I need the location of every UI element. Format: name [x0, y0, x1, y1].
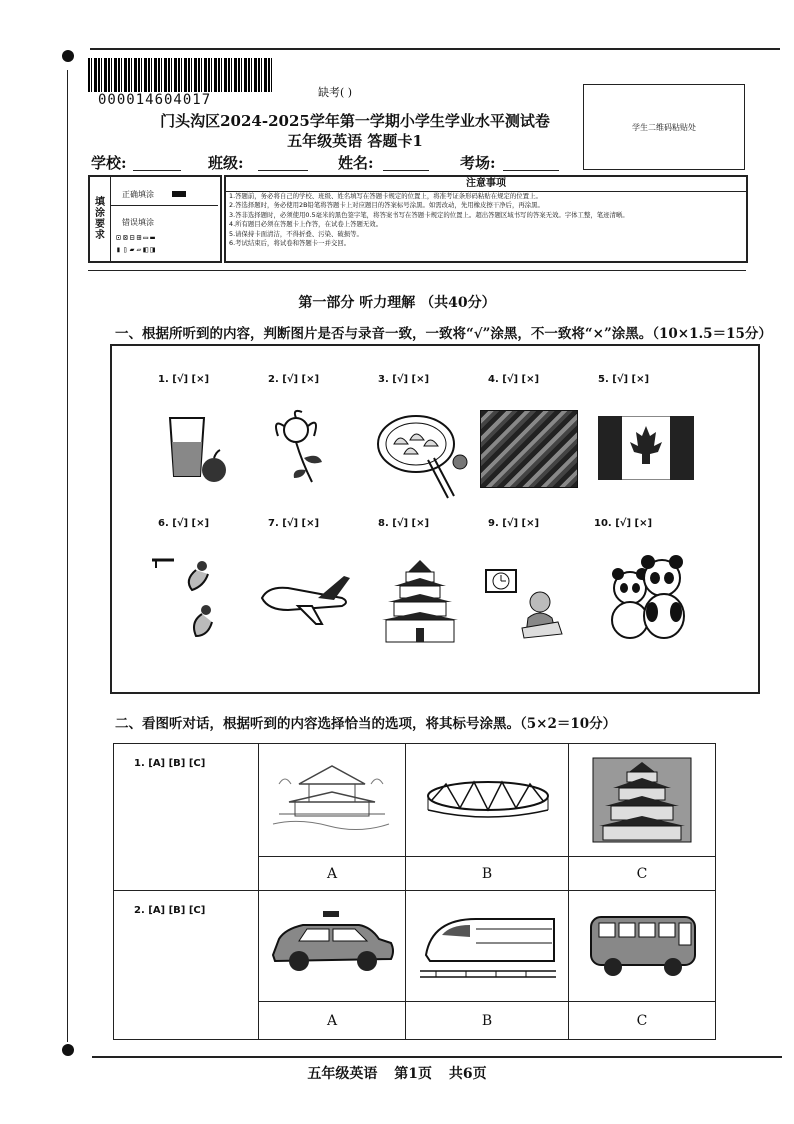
q2-row1-choice-a[interactable]: A — [259, 857, 406, 891]
exam-room-field[interactable] — [503, 170, 559, 171]
notice-item: 3.答非选择题时，必须使用0.5毫米的黑色签字笔，将答案书写在答题卡规定的位置上。超出答题区域书写的答案无效。字体工整，笔迹清晰。 — [229, 210, 629, 219]
q1-item-8[interactable]: 8. [√] [×] — [378, 518, 430, 529]
taxi-picture — [259, 891, 405, 997]
temple-sketch-picture — [259, 744, 405, 852]
class-field[interactable] — [258, 170, 308, 171]
birds-nest-picture — [406, 744, 568, 852]
airplane-picture — [258, 568, 354, 628]
notice-box — [224, 175, 748, 263]
pagoda-photo-picture — [569, 744, 715, 852]
pandas-picture — [602, 552, 692, 642]
exam-room-label: 考场: — [460, 154, 496, 172]
q1-instruction: 一、根据所听到的内容，判断图片是否与录音一致，一致将“√”涂黑，不一致将“×”涂黑。（10×1.5＝15分） — [115, 326, 772, 342]
correct-fill-label: 正确填涂 — [122, 190, 154, 199]
q2-row2-choice-b[interactable]: B — [406, 1002, 569, 1040]
fill-rules-vertical-label: 填 涂 要 求 — [90, 177, 111, 261]
notice-item: 6.考试结束后，将试卷和答题卡一并交回。 — [229, 239, 351, 248]
wrong-fill-label: 错误填涂 — [122, 218, 154, 227]
q1-item-6[interactable]: 6. [√] [×] — [158, 518, 210, 529]
q1-item-7[interactable]: 7. [√] [×] — [268, 518, 320, 529]
q1-item-3[interactable]: 3. [√] [×] — [378, 374, 430, 385]
page-footer — [0, 1063, 794, 1083]
notice-item: 4.所有题目必须在答题卡上作答，在试卷上答题无效。 — [229, 220, 383, 229]
footer-subject: 五年级英语 — [307, 1066, 378, 1082]
diving-picture — [148, 552, 228, 644]
q2-row1-choice-c[interactable]: C — [569, 857, 716, 891]
name-field[interactable] — [383, 170, 429, 171]
qr-code-area — [583, 84, 745, 170]
q1-item-9[interactable]: 9. [√] [×] — [488, 518, 540, 529]
top-rule — [90, 48, 780, 50]
fill-rules-box — [88, 175, 222, 263]
q1-item-10[interactable]: 10. [√] [×] — [594, 518, 653, 529]
school-label: 学校: — [91, 154, 127, 172]
dumplings-picture — [376, 410, 472, 500]
notice-item: 5.请保持卡面清洁，不得折叠、污染、破损等。 — [229, 229, 363, 238]
q2-table — [113, 743, 716, 1040]
flower-picture — [262, 406, 342, 486]
part1-title: 第一部分 听力理解 （共40分） — [298, 295, 496, 311]
canada-flag-picture — [598, 416, 694, 480]
q2-item-1[interactable]: 1. [A] [B] [C] — [134, 758, 206, 769]
exam-title: 门头沟区2024-2025学年第一学期小学生学业水平测试卷 — [160, 112, 550, 130]
wrong-fill-samples-2: ▮▯▰▱◧◨ — [116, 245, 157, 254]
binder-hole-top — [62, 50, 74, 62]
terracotta-warriors-picture — [480, 410, 578, 488]
bus-picture — [569, 891, 715, 997]
correct-fill-sample — [172, 191, 186, 197]
q2-row2-choice-c[interactable]: C — [569, 1002, 716, 1040]
q1-item-2[interactable]: 2. [√] [×] — [268, 374, 320, 385]
footer-page: 第1页 — [394, 1066, 432, 1082]
school-field[interactable] — [133, 170, 181, 171]
q1-item-4[interactable]: 4. [√] [×] — [488, 374, 540, 385]
notice-item: 1.答题前，务必将自己的学校、班级、姓名填写在答题卡规定的位置上，将准考证条形码粘贴在规定的位置上。 — [229, 192, 542, 200]
q2-row1-choice-b[interactable]: B — [406, 857, 569, 891]
pagoda-tower-picture — [378, 558, 462, 644]
class-label: 班级: — [208, 154, 244, 172]
notice-item: 2.答选择题时，务必使用2B铅笔将答题卡上对应题目的答案标号涂黑。如需改动，先用橡皮擦干净后，再涂黑。 — [229, 201, 544, 210]
binder-hole-bottom — [62, 1044, 74, 1056]
q2-item-2[interactable]: 2. [A] [B] [C] — [134, 905, 206, 916]
header-rule — [88, 270, 746, 271]
barcode-number: 000014604017 — [98, 92, 212, 108]
q1-item-1[interactable]: 1. [√] [×] — [158, 374, 210, 385]
q2-instruction: 二、看图听对话，根据听到的内容选择恰当的选项，将其标号涂黑。（5×2＝10分） — [115, 716, 617, 732]
binding-line — [67, 70, 68, 1042]
juice-apple-picture — [162, 412, 232, 484]
barcode — [88, 58, 274, 92]
high-speed-train-picture — [406, 891, 568, 997]
absent-mark[interactable]: 缺考( ) — [318, 86, 353, 99]
footer-total: 共6页 — [448, 1066, 487, 1082]
notice-title: 注意事项 — [226, 177, 746, 192]
name-label: 姓名: — [338, 154, 374, 172]
q1-panel — [110, 344, 760, 694]
wrong-fill-samples: ⊡⊠⊟⊞▭▬ — [116, 233, 157, 242]
girl-reading-clock-picture — [482, 562, 578, 642]
qr-label: 学生二维码粘贴处 — [632, 122, 696, 132]
q2-row2-choice-a[interactable]: A — [259, 1002, 406, 1040]
exam-subtitle: 五年级英语 答题卡1 — [287, 132, 423, 150]
bottom-rule — [92, 1056, 782, 1058]
q1-item-5[interactable]: 5. [√] [×] — [598, 374, 650, 385]
